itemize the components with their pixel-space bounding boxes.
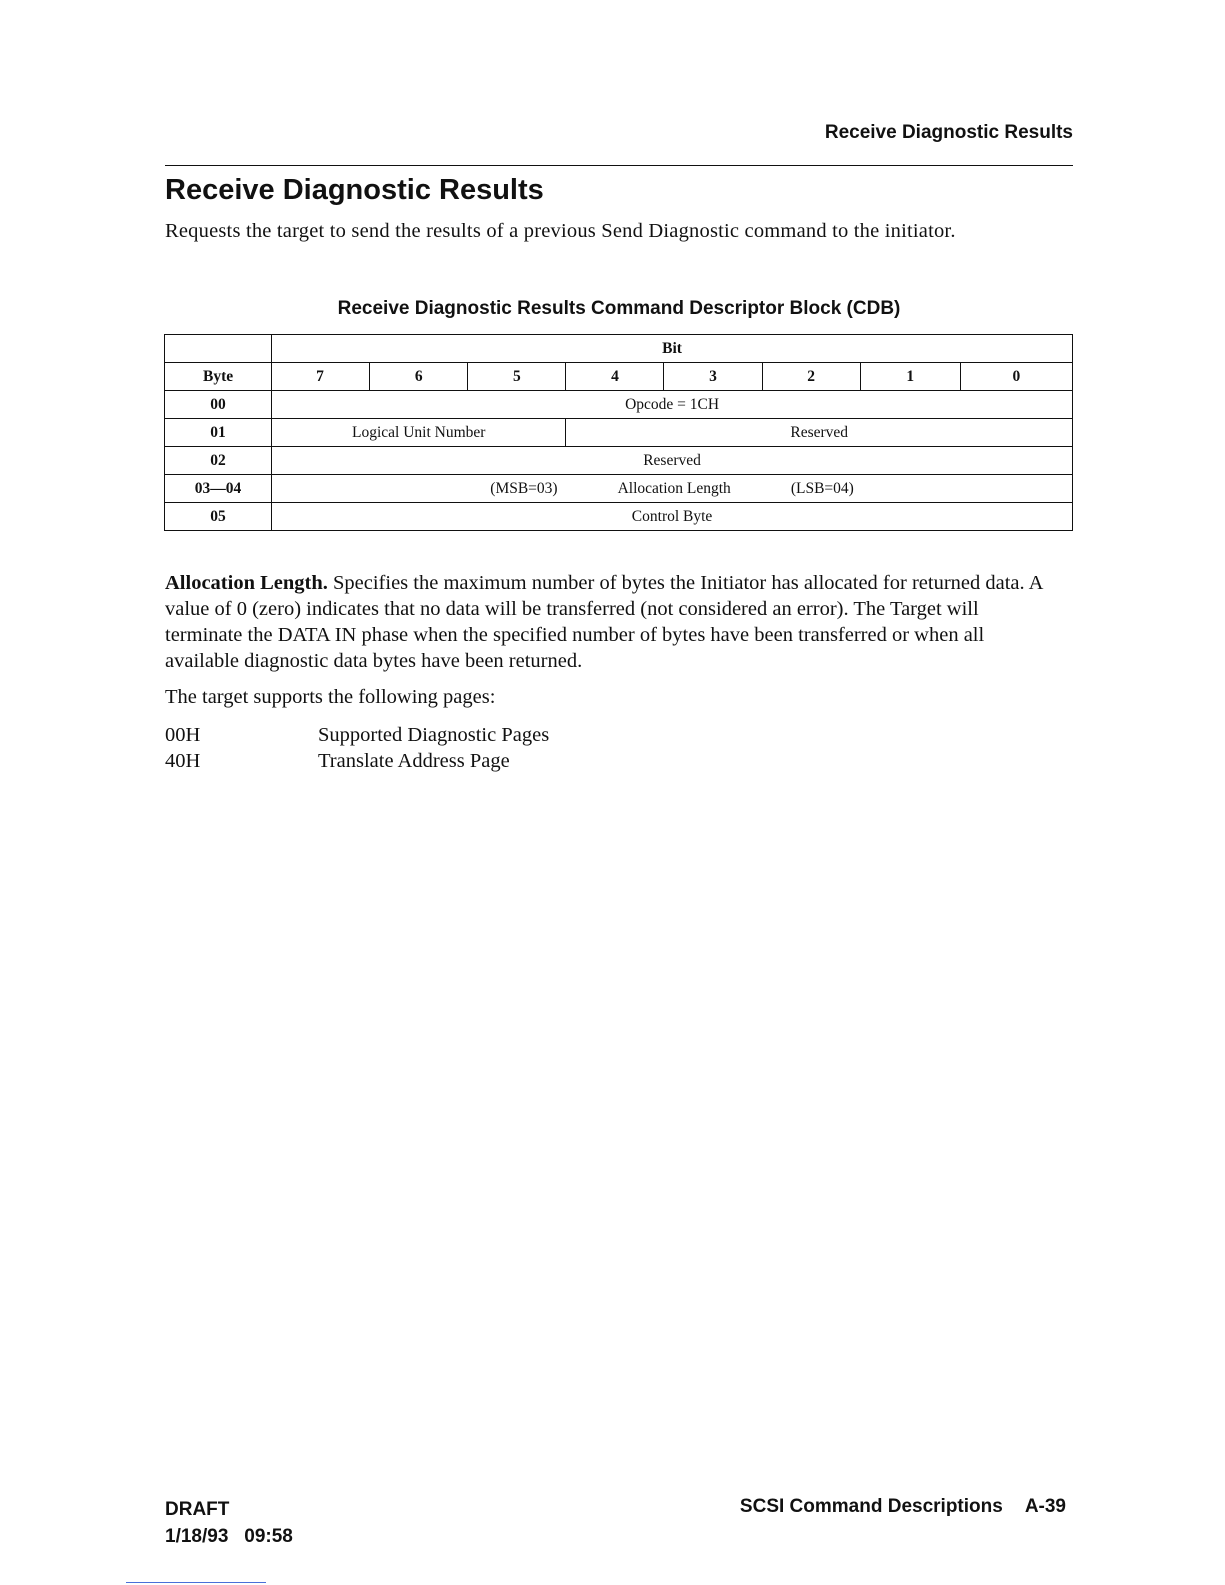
bit-number: 0 xyxy=(960,363,1072,391)
section-title: Receive Diagnostic Results xyxy=(165,174,544,206)
byte-number: 00 xyxy=(165,391,272,419)
draft-label: DRAFT xyxy=(165,1499,230,1520)
table-row xyxy=(165,503,1073,531)
draft-date: 1/18/93 xyxy=(165,1526,229,1547)
page-code: 40H xyxy=(165,750,201,772)
cdb-table xyxy=(164,334,1073,531)
bit-number: 1 xyxy=(860,363,960,391)
list-item xyxy=(165,724,549,747)
allocation-length-label: Allocation Length xyxy=(617,479,731,497)
byte-header: Byte xyxy=(165,363,272,391)
table-row xyxy=(165,475,1073,503)
bit-header: Bit xyxy=(272,335,1073,363)
draft-datetime xyxy=(165,1523,293,1550)
reserved-cell: Reserved xyxy=(566,419,1073,447)
bit-number: 6 xyxy=(370,363,468,391)
lsb-label: (LSB=04) xyxy=(790,479,854,497)
footer-chapter-block xyxy=(740,1496,1066,1518)
draft-time: 09:58 xyxy=(244,1526,293,1547)
table-caption: Receive Diagnostic Results Command Descriptor Block (CDB) xyxy=(337,298,901,319)
empty-corner-cell xyxy=(165,335,272,363)
table-row xyxy=(165,447,1073,475)
intro-paragraph: Requests the target to send the results of a previous Send Diagnostic command to the initiator. xyxy=(165,220,956,242)
page-number: A-39 xyxy=(1024,1496,1066,1517)
allocation-length-text: Specifies the maximum number of bytes the Initiator has allocated for returned data. A value of 0 (zero) indicates that no data will be transferred (not considered an error). The Target will terminate the DATA IN phase when the specified number of bytes have been transferred or when all available diagnostic data bytes have been returned. xyxy=(165,572,1043,672)
byte-number: 02 xyxy=(165,447,272,475)
bit-number: 2 xyxy=(762,363,860,391)
bit-number: 7 xyxy=(272,363,370,391)
chapter-title: SCSI Command Descriptions xyxy=(739,1496,1003,1517)
supported-pages-intro: The target supports the following pages: xyxy=(165,686,496,708)
footer-draft-block xyxy=(165,1496,293,1550)
control-byte-cell: Control Byte xyxy=(272,503,1073,531)
page-name: Supported Diagnostic Pages xyxy=(318,724,550,746)
bit-number: 5 xyxy=(468,363,566,391)
bit-number: 3 xyxy=(664,363,762,391)
table-row xyxy=(165,419,1073,447)
byte-number: 05 xyxy=(165,503,272,531)
table-row xyxy=(165,391,1073,419)
msb-label: (MSB=03) xyxy=(490,479,558,497)
allocation-length-cell xyxy=(272,475,1073,503)
page-name: Translate Address Page xyxy=(318,750,510,772)
allocation-length-term: Allocation Length. xyxy=(165,572,328,594)
bit-number: 4 xyxy=(566,363,664,391)
list-item xyxy=(165,750,510,773)
table-row xyxy=(165,335,1073,363)
byte-number: 03—04 xyxy=(165,475,272,503)
opcode-cell: Opcode = 1CH xyxy=(272,391,1073,419)
lun-cell: Logical Unit Number xyxy=(272,419,566,447)
reserved-cell: Reserved xyxy=(272,447,1073,475)
table-row xyxy=(165,363,1073,391)
scan-artifact-line xyxy=(126,1582,266,1583)
allocation-length-paragraph xyxy=(165,570,1055,674)
page-code: 00H xyxy=(165,724,201,746)
running-header-title: Receive Diagnostic Results xyxy=(824,122,1073,143)
byte-number: 01 xyxy=(165,419,272,447)
header-rule xyxy=(165,165,1073,166)
